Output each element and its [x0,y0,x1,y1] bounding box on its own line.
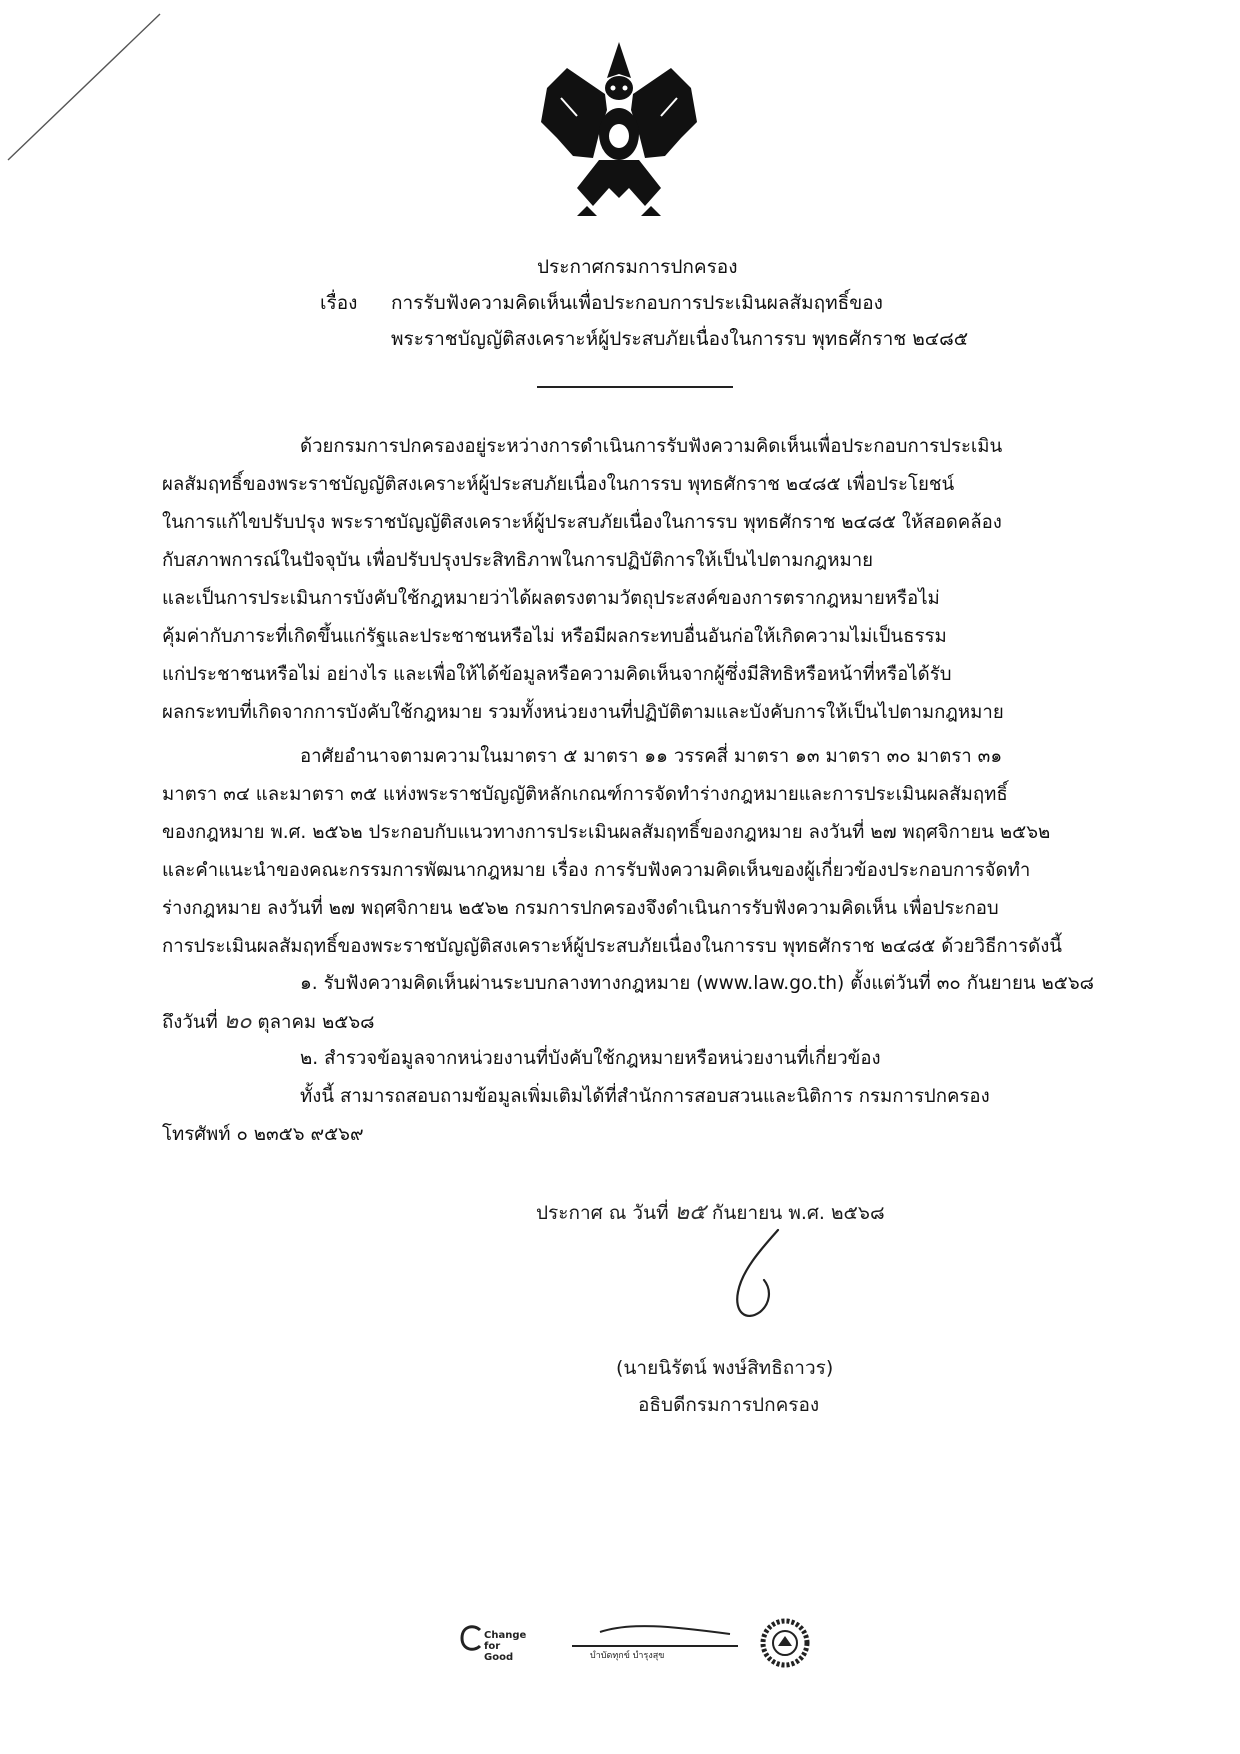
text-line: แก่ประชาชนหรือไม่ อย่างไร และเพื่อให้ได้ข้อมูลหรือความคิดเห็นจากผู้ซึ่งมีสิทธิหรือหน้าที่หรือได้รับ [162,664,952,685]
text-line: ร่างกฎหมาย ลงวันที่ ๒๗ พฤศจิกายน ๒๕๖๒ กรมการปกครองจึงดำเนินการรับฟังความคิดเห็น เพื่อประกอบ [162,898,999,919]
handwritten-issue-day: ๒๕ [674,1200,706,1225]
motto-text: บำบัดทุกข์ บำรุงสุข [590,1651,665,1661]
issued-date [536,1194,885,1229]
issued-month: กันยายน [711,1202,783,1224]
motto-underline-icon [570,1618,740,1648]
subject-line-1: การรับฟังความคิดเห็นเพื่อประกอบการประเมินผลสัมฤทธิ์ของ [391,292,883,314]
deadline-prefix: ถึงวันที่ [162,1012,218,1033]
text-line: คุ้มค่ากับภาระที่เกิดขึ้นแก่รัฐและประชาชนหรือไม่ หรือมีผลกระทบอื่นอันก่อให้เกิดความไม่เป็นธรรม [162,626,947,647]
list-item-1 [162,965,1102,1042]
text-line [162,1003,1102,1042]
change-for-good-text: Change for Good [484,1630,527,1663]
subject-label: เรื่อง [320,292,358,314]
issued-prefix: ประกาศ ณ วันที่ [536,1202,669,1224]
text-line: อาศัยอำนาจตามความในมาตรา ๕ มาตรา ๑๑ วรรคสี่ มาตรา ๑๓ มาตรา ๓๐ มาตรา ๓๑ [300,746,1003,767]
department-seal-logo [760,1618,810,1672]
scan-artifact-line [0,0,200,200]
text-line: ผลกระทบที่เกิดจากการบังคับใช้กฎหมาย รวมทั้งหน่วยงานที่ปฏิบัติตามและบังคับการให้เป็นไปตามกฎหมาย [162,702,1004,723]
text-line: มาตรา ๓๔ และมาตรา ๓๕ แห่งพระราชบัญญัติหลักเกณฑ์การจัดทำร่างกฎหมายและการประเมินผลสัมฤทธิ์ [162,784,1008,805]
text-line: และคำแนะนำของคณะกรรมการพัฒนากฎหมาย เรื่อง การรับฟังความคิดเห็นของผู้เกี่ยวข้องประกอบการจัดทำ [162,860,1031,881]
announcing-organization: ประกาศกรมการปกครอง [537,256,738,278]
garuda-emblem-icon [537,38,701,220]
paragraph-contact [162,1078,1102,1154]
text-line: ด้วยกรมการปกครองอยู่ระหว่างการดำเนินการรับฟังความคิดเห็นเพื่อประกอบการประเมิน [300,436,1003,457]
paragraph-purpose [162,428,1102,732]
signer-name: (นายนิรัตน์ พงษ์สิทธิถาวร) [616,1357,834,1379]
text-line: และเป็นการประเมินการบังคับใช้กฎหมายว่าได้ผลตรงตามวัตถุประสงค์ของการตรากฎหมายหรือไม่ [162,588,940,609]
phone-line: โทรศัพท์ ๐ ๒๓๕๖ ๙๕๖๙ [162,1124,364,1145]
department-seal-icon [760,1618,810,1668]
text-line: ทั้งนี้ สามารถสอบถามข้อมูลเพิ่มเติมได้ที่สำนักการสอบสวนและนิติการ กรมการปกครอง [300,1086,990,1107]
issued-year: พ.ศ. ๒๕๖๘ [788,1202,885,1224]
text-line: การประเมินผลสัมฤทธิ์ของพระราชบัญญัติสงเคราะห์ผู้ประสบภัยเนื่องในการรบ พุทธศักราช ๒๔๘๕ ด้วยวิธีการดังนี้ [162,936,1062,957]
footer-logos [460,1618,820,1674]
text-line: ในการแก้ไขปรับปรุง พระราชบัญญัติสงเคราะห์ผู้ประสบภัยเนื่องในการรบ พุทธศักราช ๒๔๘๕ ให้สอดคล้อง [162,512,1002,533]
change-for-good-logo [460,1624,527,1663]
text-line: ๑. รับฟังความคิดเห็นผ่านระบบกลางทางกฎหมาย (www.law.go.th) ตั้งแต่วันที่ ๓๐ กันยายน ๒๕๖๘ [300,973,1094,994]
change-for-good-icon [460,1624,484,1652]
text-line: ๒. สำรวจข้อมูลจากหน่วยงานที่บังคับใช้กฎหมายหรือหน่วยงานที่เกี่ยวข้อง [300,1048,881,1069]
text-line: ของกฎหมาย พ.ศ. ๒๕๖๒ ประกอบกับแนวทางการประเมินผลสัมฤทธิ์ของกฎหมาย ลงวันที่ ๒๗ พฤศจิกายน ๒๕๖๒ [162,822,1051,843]
header-divider [537,386,733,388]
deadline-suffix: ตุลาคม ๒๕๖๘ [257,1012,375,1033]
motto-logo [570,1618,740,1661]
text-line: ผลสัมฤทธิ์ของพระราชบัญญัติสงเคราะห์ผู้ประสบภัยเนื่องในการรบ พุทธศักราช ๒๔๘๕ เพื่อประโยชน์ [162,474,955,495]
signer-title: อธิบดีกรมการปกครอง [638,1394,820,1416]
paragraph-legal-basis [162,738,1102,966]
signature-icon [720,1226,800,1336]
text-line: กับสภาพการณ์ในปัจจุบัน เพื่อปรับปรุงประสิทธิภาพในการปฏิบัติการให้เป็นไปตามกฎหมาย [162,550,874,571]
list-item-2 [162,1040,1102,1078]
subject-line-2: พระราชบัญญัติสงเคราะห์ผู้ประสบภัยเนื่องในการรบ พุทธศักราช ๒๔๘๕ [391,328,969,350]
handwritten-day: ๒๐ [223,1009,252,1034]
